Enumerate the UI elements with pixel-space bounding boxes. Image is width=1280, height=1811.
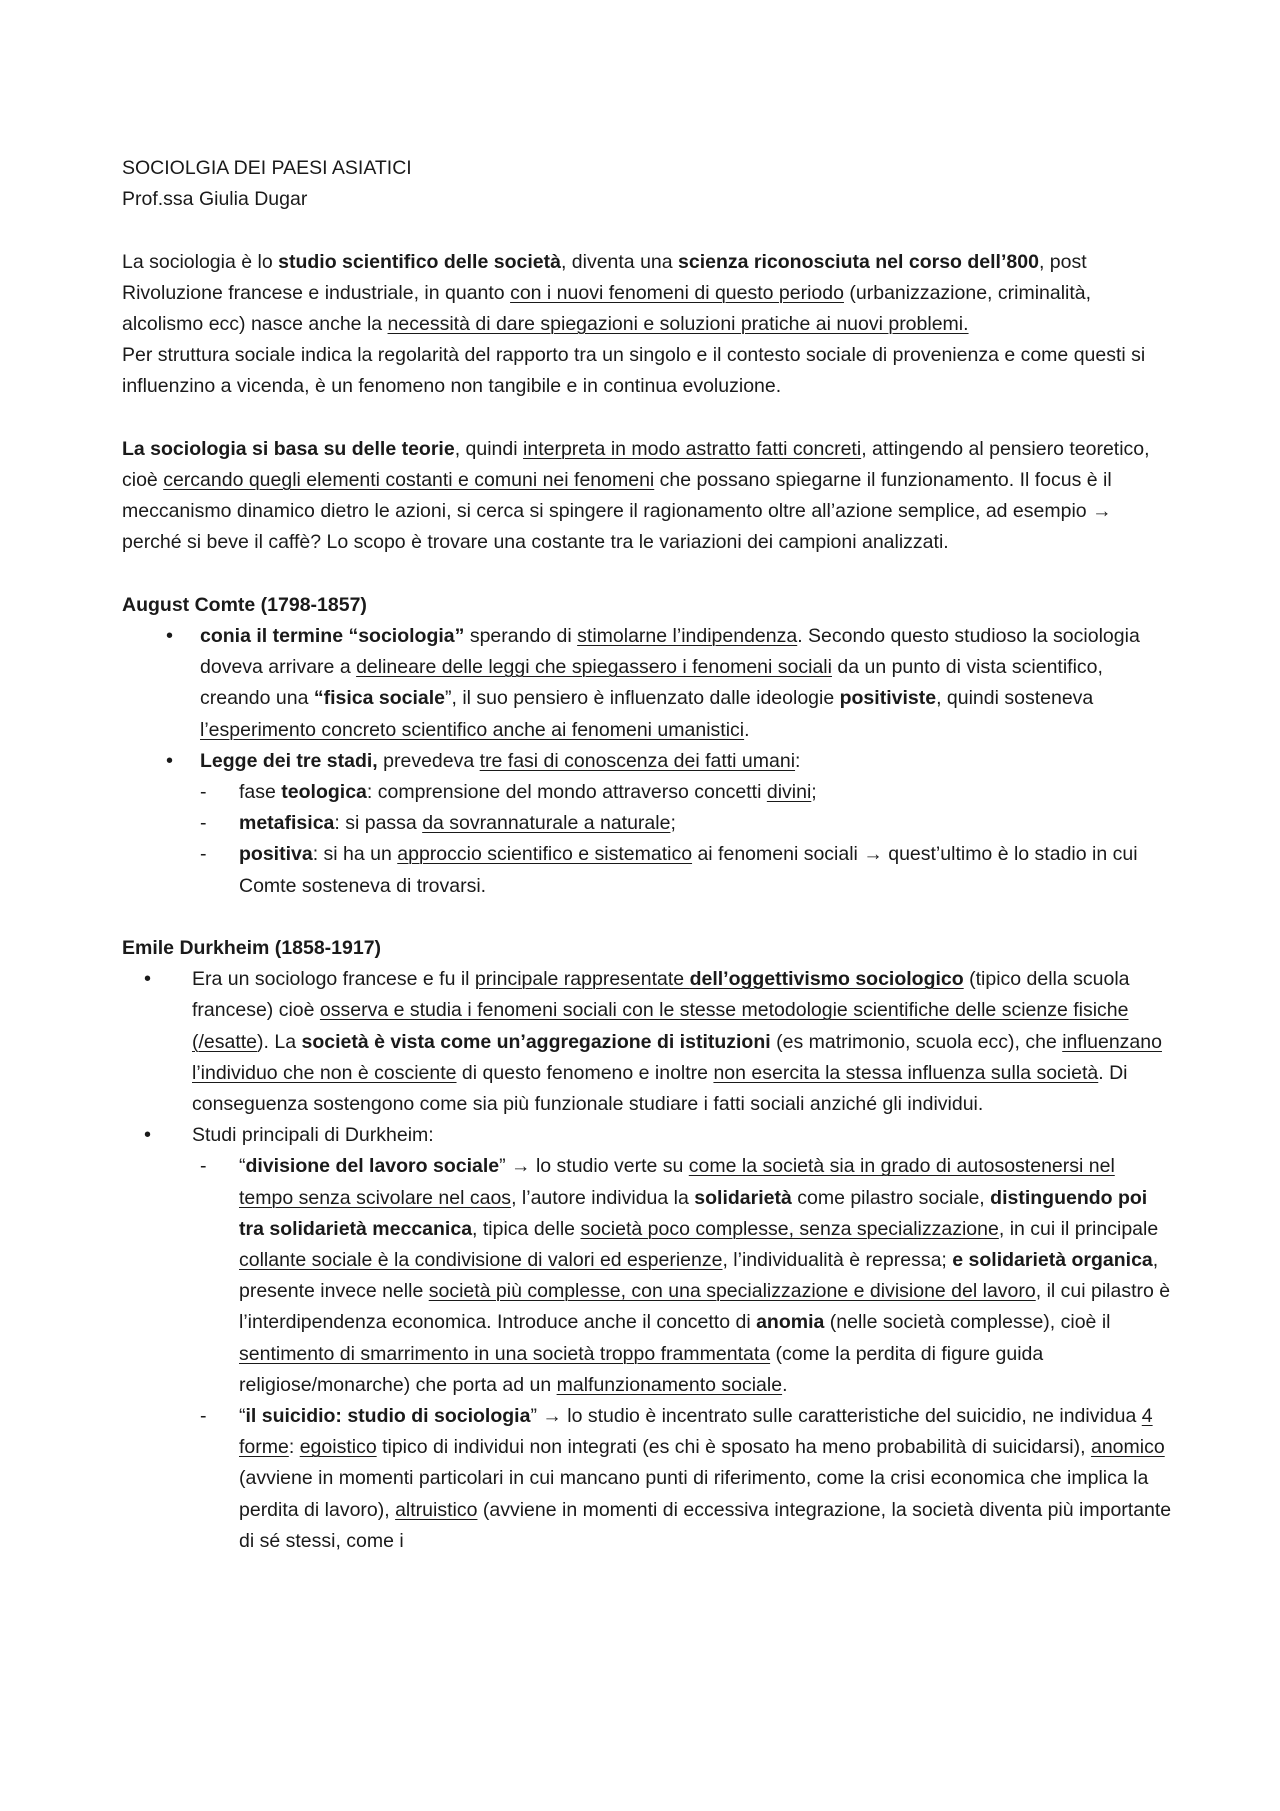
- underlined-text: da sovrannaturale a naturale: [422, 812, 671, 835]
- text-run: , quindi: [454, 437, 524, 460]
- underlined-text: necessità di dare spiegazioni e soluzioni pratiche ai nuovi problemi.: [387, 313, 969, 335]
- underlined-text: sentimento di smarrimento in una società troppo frammentata: [239, 1342, 771, 1365]
- text-run: ;: [811, 781, 817, 804]
- bold-text: divisione del lavoro sociale: [245, 1155, 500, 1178]
- text-run: : comprensione del mondo attraverso concetti: [366, 781, 767, 804]
- text-run: “: [239, 1155, 246, 1178]
- text-run: , presente invece nelle: [239, 1249, 1159, 1303]
- bold-text: teologica: [281, 781, 367, 804]
- text-run: , il cui pilastro è l’interdipendenza economica. Introduce anche il concetto di: [239, 1280, 1171, 1334]
- bold-text: studio scientifico delle società: [278, 250, 561, 273]
- text-run: fase: [239, 781, 282, 804]
- spacer: [122, 559, 1172, 590]
- text-run: Era un sociologo francese e fu il: [192, 968, 475, 991]
- underlined-text: anomico: [1090, 1436, 1165, 1459]
- text-run: , l’autore individua la: [511, 1186, 695, 1209]
- underlined-text: principale rappresentate: [474, 968, 690, 991]
- bold-text: società è vista come un’aggregazione di istituzioni: [301, 1030, 771, 1053]
- text-run: ai fenomeni sociali: [692, 843, 864, 866]
- arrow-icon: →: [863, 843, 883, 866]
- underlined-text: non esercita la stessa influenza sulla società: [713, 1061, 1099, 1084]
- underlined-text: l’esperimento concreto scientifico anche ai fenomeni umanistici: [200, 718, 745, 741]
- underlined-text: divini: [766, 781, 812, 804]
- text-run: .: [744, 718, 750, 741]
- bold-underlined-text: dell’oggettivismo sociologico: [689, 968, 964, 991]
- comte-stage-metafisica: [122, 808, 1172, 839]
- comte-bullet-tre-stadi: [122, 746, 1172, 777]
- underlined-text: collante sociale è la condivisione di valori ed esperienze: [239, 1249, 723, 1272]
- text-run: ). La: [257, 1030, 302, 1053]
- underlined-text: influenzano l’individuo che non è cosciente: [192, 1030, 1162, 1084]
- text-run: , post Rivoluzione francese e industriale, in quanto: [122, 250, 1087, 304]
- text-run: lo studio verte su: [530, 1155, 689, 1178]
- underlined-text: interpreta in modo astratto fatti concreti: [523, 437, 862, 460]
- professor-name: Prof.ssa Giulia Dugar: [122, 188, 308, 211]
- text-run: ”: [530, 1405, 543, 1428]
- underlined-text: delineare delle leggi che spiegassero i fenomeni sociali: [356, 656, 832, 679]
- text-run: (avviene in momenti particolari in cui mancano punti di riferimento, come la crisi economica che implica la perdita di lavoro),: [239, 1467, 1149, 1521]
- text-run: che possano spiegarne il funzionamento. Il focus è il meccanismo dinamico dietro le azioni, si cerca si spingere il ragionamento oltre all’azione semplice, ad esempio: [122, 469, 1112, 523]
- text-run: (es matrimonio, scuola ecc), che: [770, 1030, 1063, 1053]
- bold-text: distinguendo poi tra solidarietà meccanica: [239, 1186, 1148, 1240]
- text-run: quest’ultimo è lo stadio in cui Comte sosteneva di trovarsi.: [239, 843, 1138, 897]
- text-run: , quindi sosteneva: [936, 687, 1094, 710]
- durkheim-study-divisione: [122, 1151, 1172, 1401]
- bold-text: solidarietà: [694, 1186, 792, 1209]
- arrow-icon: →: [511, 1155, 531, 1178]
- underlined-text: società più complesse, con una specializzazione e divisione del lavoro: [428, 1280, 1036, 1303]
- bold-text: positiva: [239, 843, 313, 866]
- bold-text: il suicidio: studio di sociologia: [245, 1405, 531, 1428]
- text-run: : si ha un: [312, 843, 398, 866]
- text-run: , diventa una: [560, 250, 679, 273]
- bold-text: Legge dei tre stadi,: [200, 749, 378, 772]
- bold-text: e solidarietà organica: [952, 1249, 1153, 1272]
- text-run: prevedeva: [377, 749, 480, 772]
- text-run: (avviene in momenti di eccessiva integrazione, la società diventa più importante di sé stessi, come i: [239, 1498, 1172, 1552]
- durkheim-bullet-oggettivismo: [122, 964, 1172, 1120]
- text-run: da un punto di vista scientifico, creando una: [200, 656, 1103, 710]
- text-run: tipico di individui non integrati (es chi è sposato ha meno probabilità di suicidarsi),: [376, 1436, 1091, 1459]
- text-run: come pilastro sociale,: [791, 1186, 991, 1209]
- text-run: , tipica delle: [472, 1217, 581, 1240]
- comte-heading: August Comte (1798-1857): [122, 593, 367, 616]
- text-run: ”: [499, 1155, 512, 1178]
- underlined-text: stimolarne l’indipendenza: [577, 625, 798, 647]
- bold-text: positiviste: [839, 687, 937, 710]
- text-run: . Secondo questo studioso la sociologia doveva arrivare a: [200, 625, 1140, 679]
- text-run: (tipico della scuola francese) cioè: [192, 968, 1130, 1022]
- underlined-text: cercando quegli elementi costanti e comuni nei fenomeni: [163, 469, 655, 491]
- bold-text: metafisica: [239, 812, 335, 835]
- text-run: perché si beve il caffè? Lo scopo è trovare una costante tra le variazioni dei campioni analizzati.: [122, 531, 949, 554]
- durkheim-bullet-studi: • Studi principali di Durkheim:: [122, 1120, 1172, 1151]
- text-run: , l’individualità è repressa;: [722, 1249, 953, 1272]
- underlined-text: altruistico: [395, 1498, 478, 1521]
- bold-text: La sociologia si basa su delle teorie: [122, 437, 455, 460]
- bold-text: scienza riconosciuta nel corso dell’800: [678, 250, 1039, 273]
- text-run: sperando di: [464, 625, 578, 647]
- underlined-text: società poco complesse, senza specializzazione: [580, 1217, 999, 1240]
- comte-bullet-sociologia: [122, 621, 1172, 746]
- text-run: :: [795, 749, 801, 772]
- underlined-text: osserva e studia i fenomeni sociali con le stesse metodologie scientifiche delle scienze fisiche (/esatte: [192, 999, 1129, 1053]
- document-body: [122, 153, 1172, 1557]
- spacer: [122, 215, 1172, 246]
- text-run: (nelle società complesse), cioè il: [824, 1311, 1111, 1334]
- text-run: (come la perdita di figure guida religiose/monarche) che porta ad un: [239, 1342, 1044, 1396]
- text-run: : si passa: [334, 812, 423, 835]
- document-title: SOCIOLGIA DEI PAESI ASIATICI: [122, 157, 412, 179]
- text-run: La sociologia è lo: [122, 250, 279, 273]
- underlined-text: approccio scientifico e sistematico: [397, 843, 693, 866]
- text-run: di questo fenomeno e inoltre: [456, 1061, 714, 1084]
- arrow-icon: →: [542, 1405, 562, 1428]
- spacer: [122, 403, 1172, 434]
- text-run: lo studio è incentrato sulle caratteristiche del suicidio, ne individua: [561, 1405, 1142, 1428]
- comte-stage-positiva: [122, 839, 1172, 901]
- underlined-text: con i nuovi fenomeni di questo periodo: [510, 281, 844, 304]
- durkheim-heading: Emile Durkheim (1858-1917): [122, 937, 382, 960]
- structure-paragraph: Per struttura sociale indica la regolarità del rapporto tra un singolo e il contesto sociale di provenienza e come questi si influenzino a vicenda, è un fenomeno non tangibile e in continua evoluzione.: [122, 344, 1146, 398]
- text-run: .: [782, 1373, 788, 1396]
- durkheim-study-suicidio: [122, 1401, 1172, 1557]
- bold-text: anomia: [756, 1311, 825, 1334]
- spacer: [122, 902, 1172, 933]
- text-run: :: [288, 1436, 300, 1459]
- underlined-text: tre fasi di conoscenza dei fatti umani: [479, 749, 796, 772]
- intro-paragraph: [122, 247, 1172, 341]
- bold-text: “fisica sociale: [313, 687, 446, 710]
- text-run: , attingendo al pensiero teoretico, cioè: [122, 437, 1150, 491]
- text-run: . Di conseguenza sostengono come sia più funzionale studiare i fatti sociali anziché gli individui.: [192, 1061, 1128, 1116]
- text-run: ;: [670, 812, 676, 835]
- text-run: (urbanizzazione, criminalità, alcolismo ecc) nasce anche la: [122, 281, 1092, 335]
- text-run: , in cui il principale: [998, 1217, 1159, 1240]
- theory-paragraph: [122, 434, 1172, 559]
- comte-stage-teologica: [122, 777, 1172, 808]
- text-run: “: [239, 1405, 246, 1428]
- text-run: ”, il suo pensiero è influenzato dalle ideologie: [445, 687, 840, 710]
- bold-text: conia il termine “sociologia”: [200, 625, 465, 647]
- arrow-icon: →: [1092, 500, 1112, 523]
- underlined-text: come la società sia in grado di autosostenersi nel tempo senza scivolare nel caos: [239, 1155, 1115, 1209]
- underlined-text: malfunzionamento sociale: [556, 1373, 783, 1396]
- underlined-text: 4 forme: [239, 1405, 1153, 1459]
- underlined-text: egoistico: [299, 1436, 377, 1459]
